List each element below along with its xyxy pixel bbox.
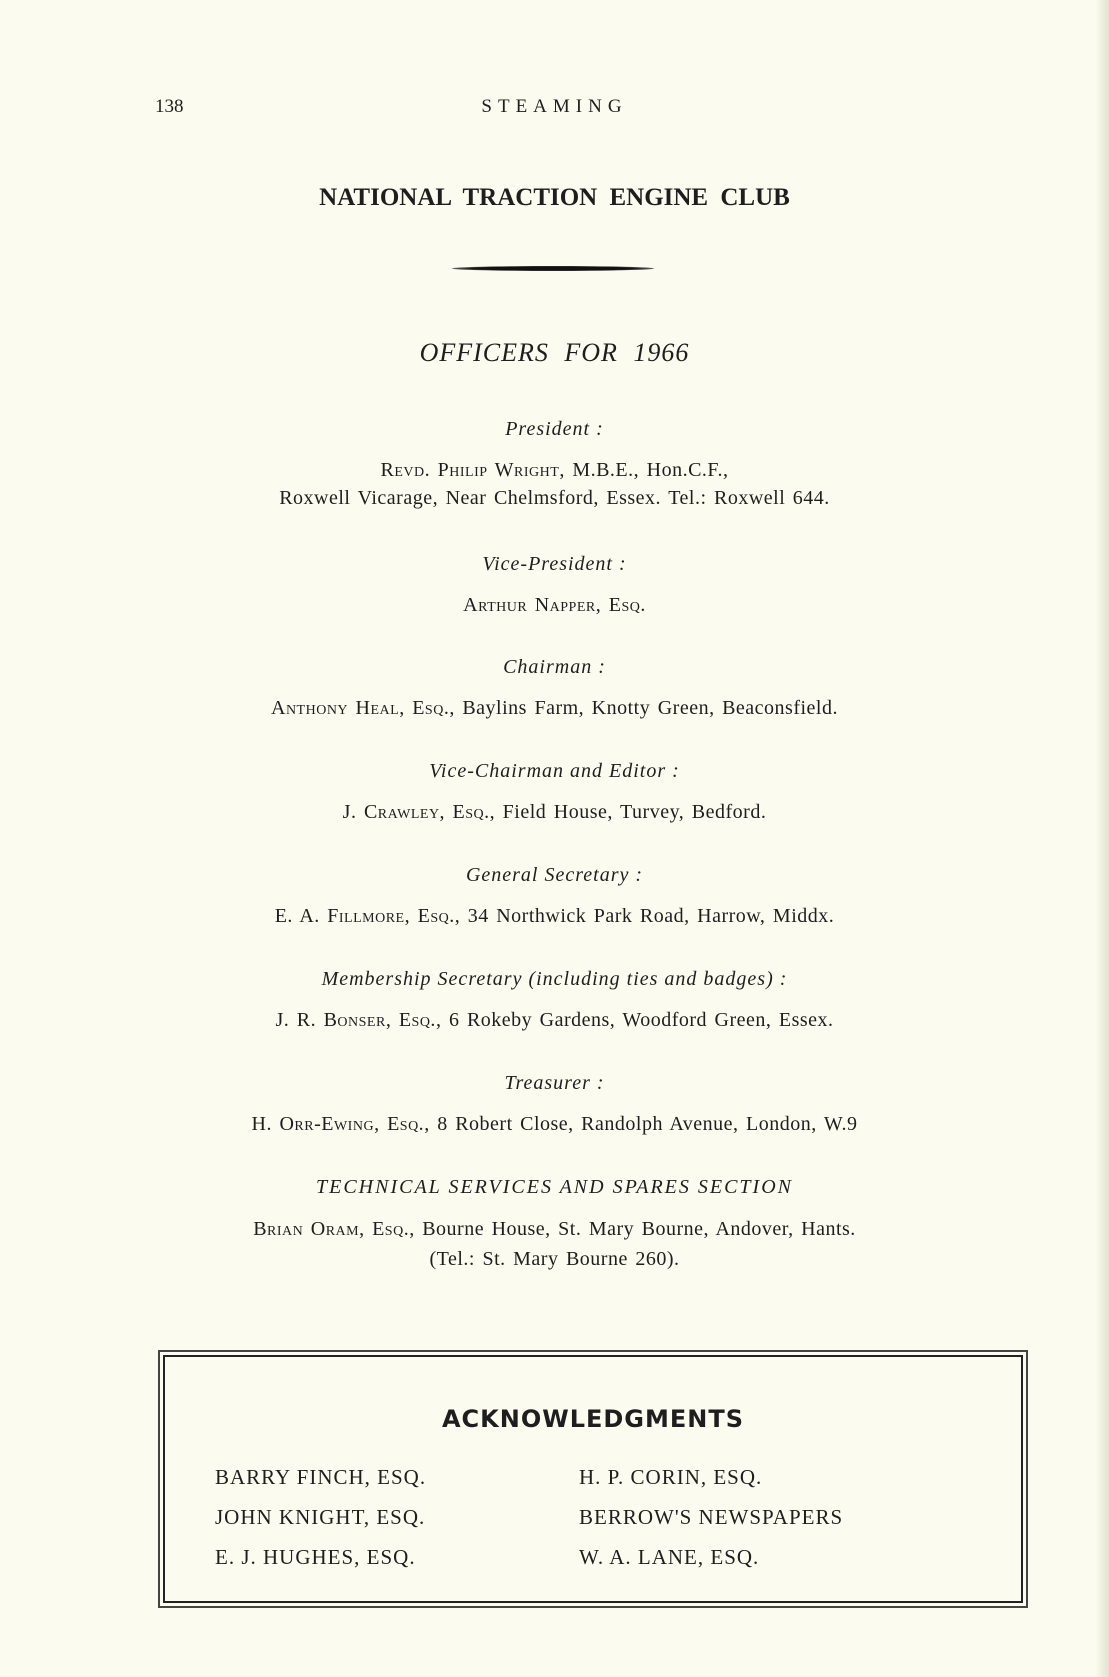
technical-services-phone: (Tel.: St. Mary Bourne 260).	[429, 1248, 680, 1270]
role-general-secretary: General Secretary :	[465, 864, 644, 886]
role-president: President :	[505, 418, 604, 440]
officer-name: J. R. Bonser, Esq.	[275, 1009, 436, 1031]
officer-details: , 6 Rokeby Gardens, Woodford Green, Essex.	[435, 1009, 834, 1031]
officer-president-line1	[0, 459, 1109, 482]
acknowledgment-item: H. P. CORIN, ESQ.	[579, 1465, 763, 1489]
officer-details: , Bourne House, St. Mary Bourne, Andover, Hants.	[409, 1218, 856, 1240]
role-membership-secretary: Membership Secretary (including ties and badges) :	[321, 968, 788, 990]
officer-general-secretary	[0, 905, 1109, 928]
acknowledgment-item: W. A. LANE, ESQ.	[579, 1545, 760, 1569]
acknowledgments-box	[163, 1355, 1023, 1603]
acknowledgments-left-column	[215, 1457, 426, 1577]
page-number: 138	[155, 96, 184, 117]
officers-heading: OFFICERS FOR 1966	[419, 338, 690, 367]
running-head: STEAMING	[481, 96, 628, 117]
acknowledgment-item: BERROW'S NEWSPAPERS	[579, 1505, 844, 1529]
acknowledgment-item: BARRY FINCH, ESQ.	[215, 1465, 427, 1489]
role-treasurer: Treasurer :	[504, 1072, 605, 1094]
officer-chairman	[0, 697, 1109, 720]
officer-details: , 34 Northwick Park Road, Harrow, Middx.	[454, 905, 835, 927]
officer-name: Brian Oram, Esq.	[253, 1218, 410, 1240]
role-vice-president: Vice-President :	[482, 553, 627, 575]
officer-name: Arthur Napper, Esq.	[463, 594, 646, 616]
officer-name: Anthony Heal, Esq.	[271, 697, 450, 719]
officer-vice-president	[0, 594, 1109, 617]
officer-treasurer	[0, 1113, 1109, 1136]
officer-membership-secretary	[0, 1009, 1109, 1032]
officer-name: J. Crawley, Esq.	[342, 801, 490, 823]
technical-services-heading: TECHNICAL SERVICES AND SPARES SECTION	[316, 1176, 793, 1198]
officer-details: , M.B.E., Hon.C.F.,	[559, 459, 729, 481]
officer-president-address: Roxwell Vicarage, Near Chelmsford, Essex. Tel.: Roxwell 644.	[279, 487, 830, 509]
officer-vice-chairman-editor	[0, 801, 1109, 824]
acknowledgment-item: JOHN KNIGHT, ESQ.	[215, 1505, 426, 1529]
officer-name: H. Orr-Ewing, Esq.	[251, 1113, 425, 1135]
acknowledgment-item: E. J. HUGHES, ESQ.	[215, 1545, 416, 1569]
acknowledgments-title: ACKNOWLEDGMENTS	[441, 1405, 745, 1433]
page-edge-shading	[1095, 0, 1109, 1677]
officer-name: E. A. Fillmore, Esq.	[274, 905, 455, 927]
officer-details: , Baylins Farm, Knotty Green, Beaconsfield.	[449, 697, 838, 719]
acknowledgments-right-column	[579, 1457, 843, 1577]
club-title: NATIONAL TRACTION ENGINE CLUB	[319, 184, 790, 211]
technical-services-contact	[0, 1218, 1109, 1241]
officer-details: , Field House, Turvey, Bedford.	[489, 801, 767, 823]
officer-name: Revd. Philip Wright	[380, 459, 560, 481]
role-vice-chairman-editor: Vice-Chairman and Editor :	[429, 760, 680, 782]
decorative-rule	[452, 266, 654, 271]
officer-details: , 8 Robert Close, Randolph Avenue, London, W.9	[424, 1113, 858, 1135]
role-chairman: Chairman :	[503, 656, 606, 678]
